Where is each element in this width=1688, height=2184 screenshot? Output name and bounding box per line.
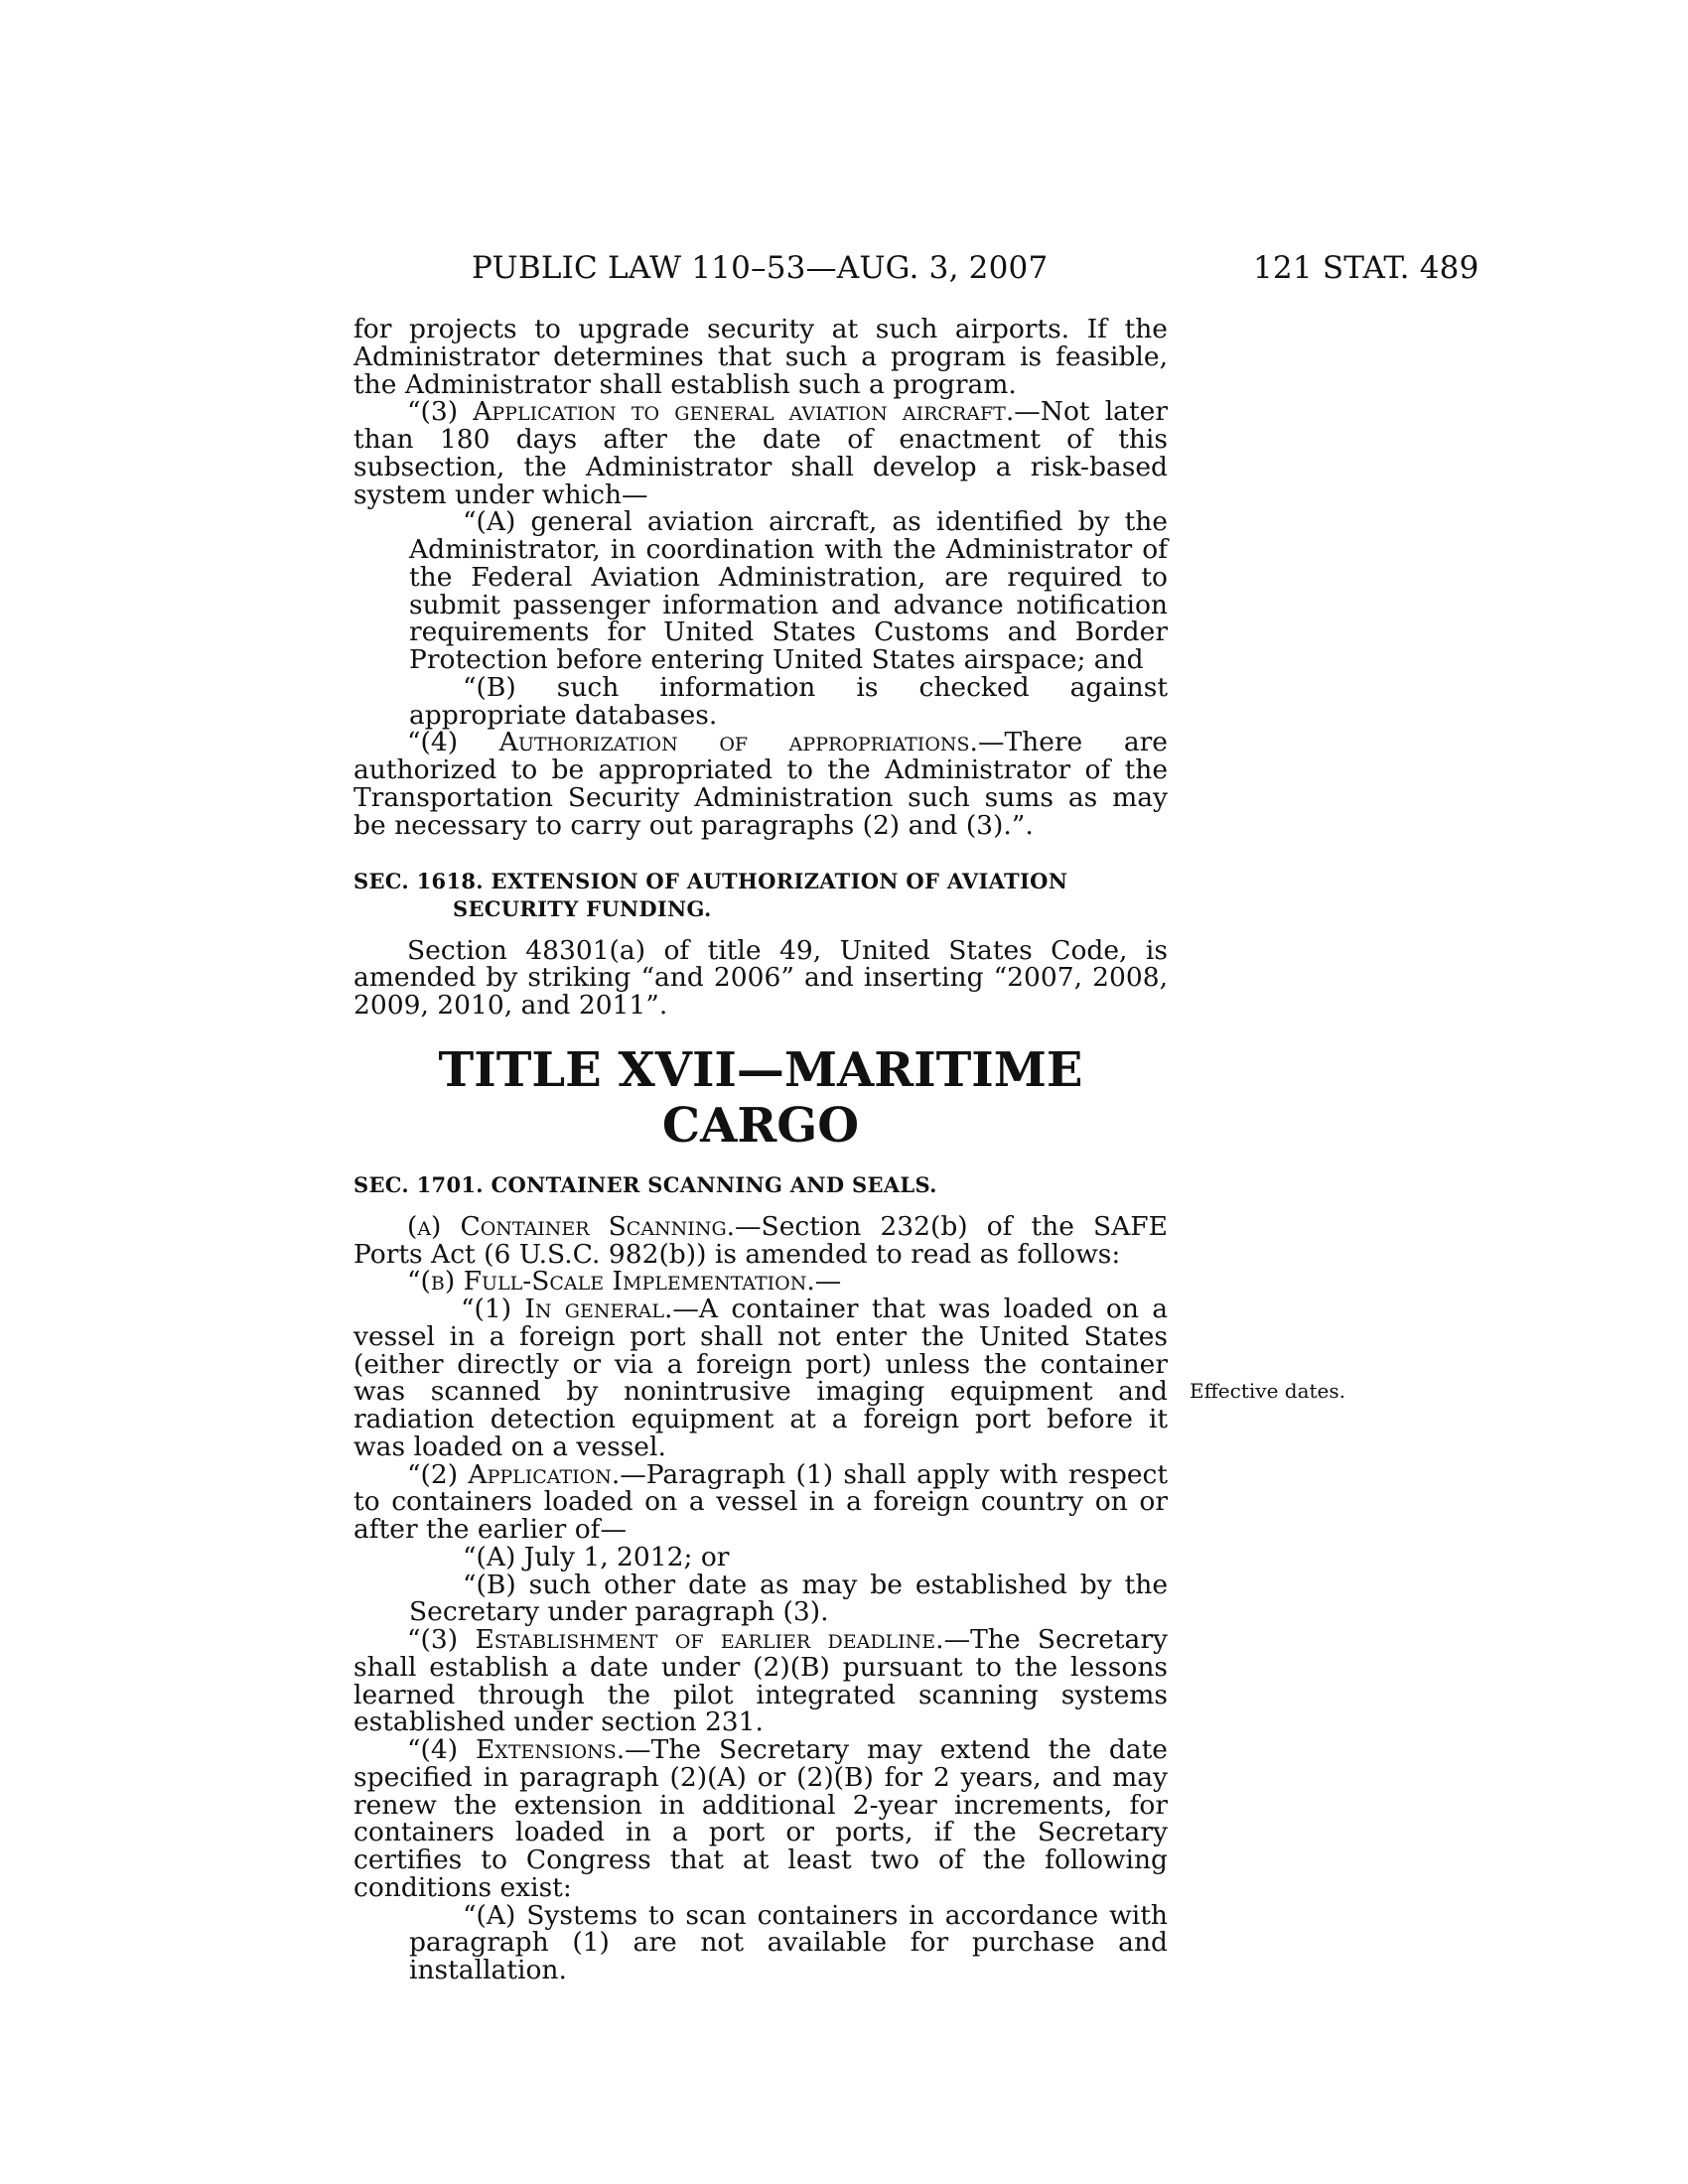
paragraph-text: —Not later than 180 days after the date of enactment of this subsection, the Administrator shall develop a risk-based system under which—: [353, 396, 1168, 510]
paragraph-4-authorization: [353, 729, 1168, 839]
subparagraph-A: “(A) general aviation aircraft, as identified by the Administrator, in coordination with the Administrator of the Federal Aviation Administration, are required to submit passenger information and advance notification requirements for United States Customs and Border Protection before entering United States airspace; and: [409, 506, 1168, 675]
paragraph-2: [353, 1458, 1168, 1545]
paragraph-text: —A container that was loaded on a vessel in a foreign port shall not enter the United States (either directly or via a foreign port) unless the container was scanned by nonintrusive imaging equipment and radiation detection equipment at a foreign port before it was loaded on a vessel.: [353, 1294, 1168, 1462]
paragraph-text: —Paragraph (1) shall apply with respect to containers loaded on a vessel in a foreign country on or after the earlier of—: [353, 1458, 1168, 1545]
section-1701: [353, 1171, 1168, 1984]
paragraph-3-general-aviation: [353, 398, 1168, 508]
paragraph-heading: “(2) Application.: [407, 1458, 621, 1490]
paragraph-text: —There are authorized to be appropriated to the Administrator of the Transportation Security Administration such sums as may be necessary to carry out paragraphs (2) and (3).”.: [353, 727, 1168, 841]
subsection-text: —Section 232(b) of the SAFE Ports Act (6 U.S.C. 982(b)) is amended to read as follows:: [353, 1210, 1168, 1270]
paragraph-heading: “(4) Authorization of appropriations.: [407, 727, 978, 758]
paragraph-heading: “(3) Establishment of earlier deadline.: [407, 1624, 944, 1655]
subparagraph-B: “(B) such other date as may be established by the Secretary under paragraph (3).: [409, 1569, 1168, 1628]
subsection-heading: “(b) Full-Scale Implementation.: [407, 1266, 815, 1297]
section-body: Section 48301(a) of title 49, United States Code, is amended by striking “and 2006” and inserting “2007, 2008, 2009, 2010, and 2011”.: [353, 934, 1168, 1021]
title-heading: TITLE XVII—MARITIME CARGO: [438, 1042, 1083, 1154]
paragraph-continuation: for projects to upgrade security at such airports. If the Administrator determines that such a program is feasible, the Administrator shall establish such a program.: [353, 314, 1168, 400]
statute-page-number: 121 STAT. 489: [1253, 250, 1479, 286]
running-header: PUBLIC LAW 110–53—AUG. 3, 2007: [472, 250, 1049, 286]
paragraph-3: [353, 1626, 1168, 1736]
subsection-a: [353, 1210, 1168, 1270]
margin-note: Effective dates.: [1190, 1379, 1345, 1403]
paragraph-heading: “(3) Application to general aviation aircraft.: [407, 396, 1015, 428]
paragraph-4: [353, 1736, 1168, 1902]
paragraph-text: —The Secretary may extend the date specified in paragraph (2)(A) or (2)(B) for 2 years, and may renew the extension in additional 2-year increments, for containers loaded in a port or ports, if the Secretary certifies to Congress that at least two of the following conditions exist:: [353, 1734, 1168, 1903]
paragraph-1: [353, 1296, 1168, 1461]
subsection-text: —: [814, 1266, 842, 1297]
section-heading: SEC. 1701. CONTAINER SCANNING AND SEALS.: [353, 1172, 937, 1197]
subparagraph-A: “(A) Systems to scan containers in accordance with paragraph (1) are not available for purchase and installation.: [409, 1899, 1168, 1985]
section-heading: SEC. 1618. EXTENSION OF AUTHORIZATION OF AVIATION SECURITY FUNDING.: [353, 869, 1068, 921]
paragraph-heading: “(1) In general.: [461, 1294, 673, 1324]
continued-text-block: [353, 316, 1168, 839]
paragraph-heading: “(4) Extensions.: [407, 1734, 626, 1765]
paragraph-text: —The Secretary shall establish a date under (2)(B) pursuant to the lessons learned through the pilot integrated scanning systems established under section 231.: [353, 1624, 1168, 1738]
subsection-b: [353, 1268, 1168, 1296]
section-1618: [353, 868, 1168, 1020]
subparagraph-A: “(A) July 1, 2012; or: [463, 1541, 730, 1572]
subsection-heading: (a) Container Scanning.: [407, 1210, 736, 1242]
subparagraph-B: “(B) such information is checked against appropriate databases.: [409, 671, 1168, 731]
